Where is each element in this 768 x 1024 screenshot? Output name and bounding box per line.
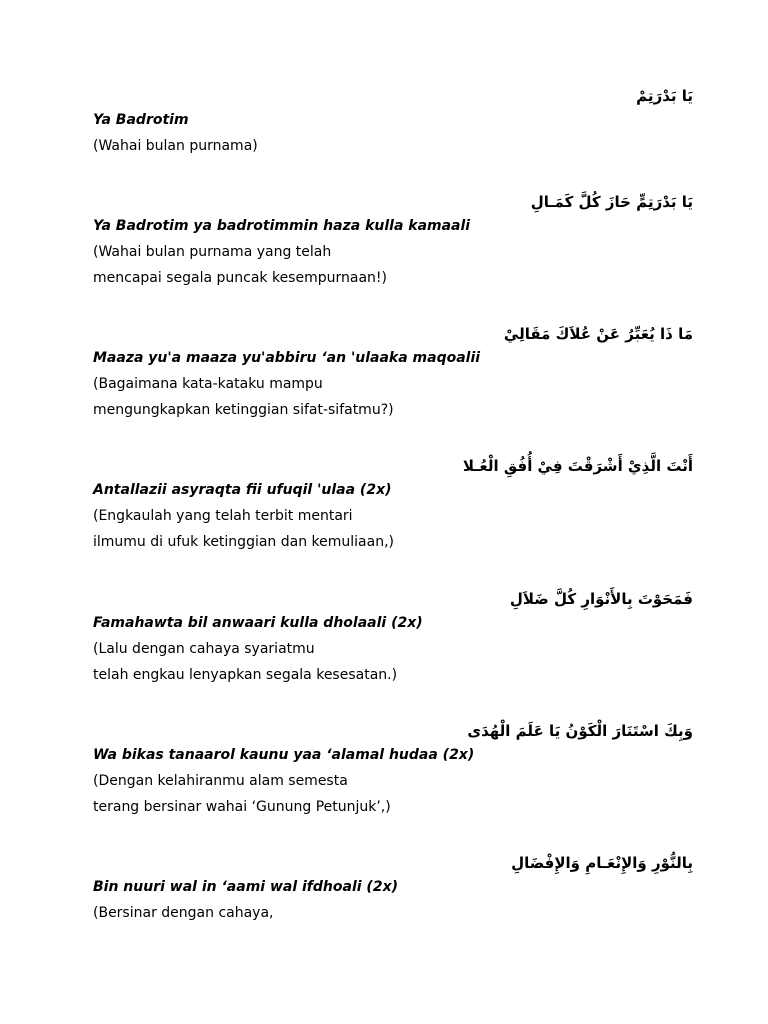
arabic-verse bbox=[93, 455, 693, 477]
arabic-text: وَبِكَ اسْتَنَارَ الْكَوْنُ يَا عَلَمَ الْهُدَى bbox=[467, 722, 693, 740]
stanza-6 bbox=[93, 720, 693, 820]
translation-line: terang bersinar wahai ‘Gunung Petunjuk’,) bbox=[93, 799, 391, 815]
latin-verse: Antallazii asyraqta fii ufuqil 'ulaa (2x) bbox=[93, 482, 392, 498]
stanza-3 bbox=[93, 323, 693, 423]
translation-line: mencapai segala puncak kesempurnaan!) bbox=[93, 270, 387, 286]
arabic-verse bbox=[93, 191, 693, 213]
translation-line: (Bersinar dengan cahaya, bbox=[93, 905, 274, 921]
latin-verse: Bin nuuri wal in ‘aami wal ifdhoali (2x) bbox=[93, 879, 398, 895]
arabic-text: مَا ذَا يُعَبِّرُ عَنْ عُلاَكَ مَقَالِيْ bbox=[503, 325, 693, 343]
latin-verse: Wa bikas tanaarol kaunu yaa ‘alamal hudaa (2x) bbox=[93, 747, 475, 763]
translation-line: (Wahai bulan purnama yang telah bbox=[93, 244, 332, 260]
translation-line: (Dengan kelahiranmu alam semesta bbox=[93, 773, 348, 789]
latin-verse: Famahawta bil anwaari kulla dholaali (2x) bbox=[93, 615, 423, 631]
stanza-1 bbox=[93, 85, 693, 159]
arabic-text: فَمَحَوْتَ بِالأَنْوَارِ كُلَّ ضَلاَلِ bbox=[509, 590, 693, 608]
arabic-text: يَا بَدْرَتِمْ bbox=[636, 87, 693, 105]
stanza-4 bbox=[93, 455, 693, 555]
translation-line: (Bagaimana kata-kataku mampu bbox=[93, 376, 323, 392]
translation-line: mengungkapkan ketinggian sifat-sifatmu?) bbox=[93, 402, 394, 418]
stanza-2 bbox=[93, 191, 693, 291]
translation-line: (Engkaulah yang telah terbit mentari bbox=[93, 508, 353, 524]
arabic-text: بِالنُّوْرِ وَالإِنْعَـامِ وَالإِفْضَالِ bbox=[511, 854, 693, 872]
latin-verse: Ya Badrotim bbox=[93, 112, 189, 128]
arabic-text: يَا بَدْرَتِمٍّ حَازَ كُلَّ كَمَـالِ bbox=[530, 193, 693, 211]
arabic-verse bbox=[93, 852, 693, 874]
translation-line: (Lalu dengan cahaya syariatmu bbox=[93, 641, 315, 657]
latin-verse: Maaza yu'a maaza yu'abbiru ‘an 'ulaaka maqoalii bbox=[93, 350, 481, 366]
translation-line: telah engkau lenyapkan segala kesesatan.) bbox=[93, 667, 398, 683]
arabic-verse bbox=[93, 588, 693, 610]
arabic-verse bbox=[93, 85, 693, 107]
latin-verse: Ya Badrotim ya badrotimmin haza kulla kamaali bbox=[93, 218, 471, 234]
arabic-verse bbox=[93, 323, 693, 345]
translation-line: (Wahai bulan purnama) bbox=[93, 138, 258, 154]
arabic-text: أَنْتَ الَّذِيْ أَشْرَقْتَ فِيْ أُفُقِ الْعُـلا bbox=[462, 457, 693, 475]
arabic-verse bbox=[93, 720, 693, 742]
stanza-5 bbox=[93, 588, 693, 688]
translation-line: ilmumu di ufuk ketinggian dan kemuliaan,) bbox=[93, 534, 394, 550]
stanza-7 bbox=[93, 852, 693, 926]
